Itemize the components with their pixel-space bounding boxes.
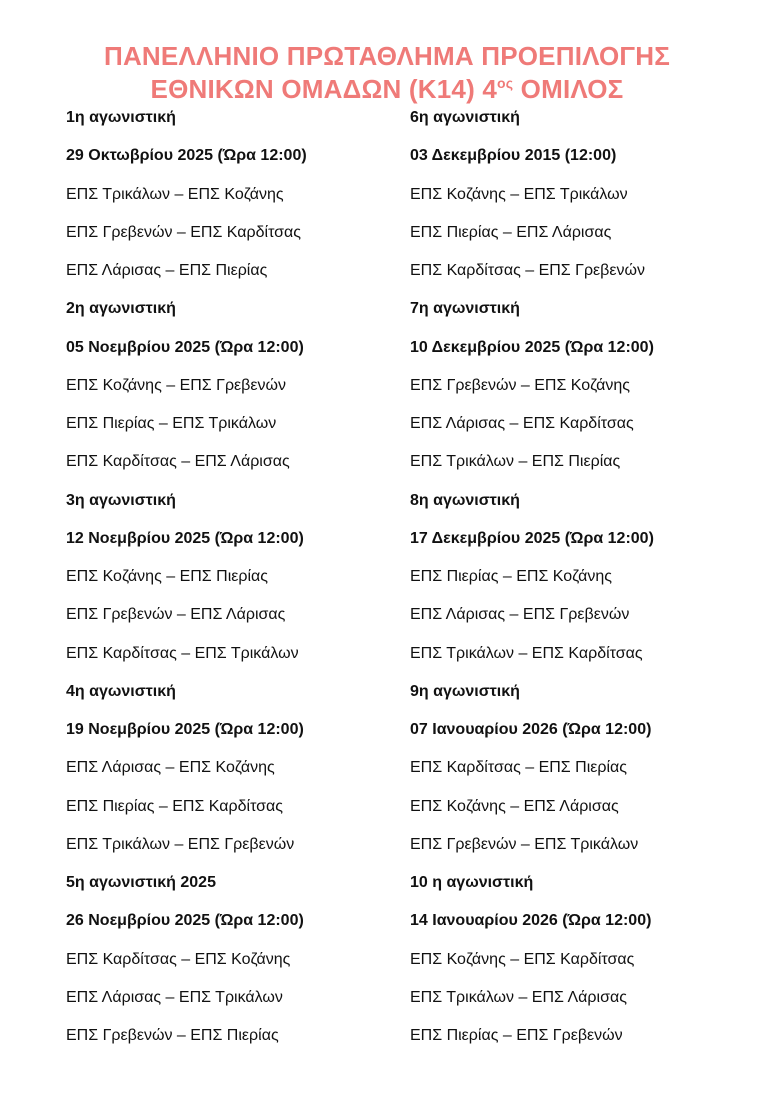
round-date: 12 Νοεμβρίου 2025 (Ώρα 12:00) (66, 529, 304, 547)
match-row: ΕΠΣ Τρικάλων – ΕΠΣ Κοζάνης (66, 185, 284, 203)
round-heading: 3η αγωνιστική (66, 491, 176, 509)
round-date: 03 Δεκεμβρίου 2015 (12:00) (410, 147, 617, 165)
match-row: ΕΠΣ Τρικάλων – ΕΠΣ Πιερίας (410, 453, 621, 471)
match-row: ΕΠΣ Πιερίας – ΕΠΣ Γρεβενών (410, 1027, 623, 1044)
round-date: 14 Ιανουαρίου 2026 (Ώρα 12:00) (410, 912, 652, 930)
match-row: ΕΠΣ Γρεβενών – ΕΠΣ Τρικάλων (410, 835, 639, 853)
round-block (66, 299, 307, 490)
match-row: ΕΠΣ Πιερίας – ΕΠΣ Κοζάνης (410, 568, 612, 585)
match-row: ΕΠΣ Κοζάνης – ΕΠΣ Λάρισας (410, 797, 619, 815)
match-row: ΕΠΣ Τρικάλων – ΕΠΣ Γρεβενών (66, 835, 295, 853)
match-row: ΕΠΣ Καρδίτσας – ΕΠΣ Λάρισας (66, 453, 290, 471)
match-row: ΕΠΣ Γρεβενών – ΕΠΣ Καρδίτσας (66, 223, 302, 241)
match-row: ΕΠΣ Κοζάνης – ΕΠΣ Τρικάλων (410, 185, 628, 203)
round-date: 29 Οκτωβρίου 2025 (Ώρα 12:00) (66, 147, 307, 165)
match-row: ΕΠΣ Κοζάνης – ΕΠΣ Γρεβενών (66, 376, 287, 394)
round-heading: 4η αγωνιστική (66, 682, 176, 700)
match-row: ΕΠΣ Γρεβενών – ΕΠΣ Πιερίας (66, 1027, 279, 1044)
round-block (66, 491, 307, 682)
round-block (410, 873, 654, 1064)
match-row: ΕΠΣ Καρδίτσας – ΕΠΣ Κοζάνης (66, 950, 291, 968)
round-date: 05 Νοεμβρίου 2025 (Ώρα 12:00) (66, 338, 304, 356)
match-row: ΕΠΣ Καρδίτσας – ΕΠΣ Γρεβενών (410, 262, 646, 279)
title-ordinal-suffix: ος (497, 75, 514, 91)
right-column (410, 108, 654, 1064)
round-heading: 1η αγωνιστική (66, 109, 176, 126)
match-row: ΕΠΣ Καρδίτσας – ΕΠΣ Τρικάλων (66, 644, 299, 662)
match-row: ΕΠΣ Γρεβενών – ΕΠΣ Λάρισας (66, 606, 286, 624)
match-row: ΕΠΣ Λάρισας – ΕΠΣ Τρικάλων (66, 988, 283, 1006)
match-row: ΕΠΣ Καρδίτσας – ΕΠΣ Πιερίας (410, 759, 627, 777)
match-row: ΕΠΣ Τρικάλων – ΕΠΣ Λάρισας (410, 988, 627, 1006)
round-heading: 2η αγωνιστική (66, 300, 176, 318)
round-block (410, 299, 654, 490)
match-row: ΕΠΣ Λάρισας – ΕΠΣ Καρδίτσας (410, 415, 634, 432)
round-block (410, 491, 654, 682)
round-heading: 10 η αγωνιστική (410, 874, 534, 891)
round-heading: 8η αγωνιστική (410, 491, 520, 509)
round-block (410, 682, 654, 873)
round-date: 26 Νοεμβρίου 2025 (Ώρα 12:00) (66, 912, 304, 930)
match-row: ΕΠΣ Πιερίας – ΕΠΣ Λάρισας (410, 223, 612, 241)
round-block (66, 873, 307, 1064)
round-date: 07 Ιανουαρίου 2026 (Ώρα 12:00) (410, 721, 652, 738)
round-heading: 7η αγωνιστική (410, 300, 520, 318)
round-heading: 6η αγωνιστική (410, 109, 520, 126)
title-line-2-prefix: ΕΘΝΙΚΩΝ ΟΜΑΔΩΝ (Κ14) 4 (150, 74, 498, 104)
round-block (66, 682, 307, 873)
match-row: ΕΠΣ Κοζάνης – ΕΠΣ Πιερίας (66, 568, 268, 585)
title-line-1: ΠΑΝΕΛΛΗΝΙΟ ΠΡΩΤΑΘΛΗΜΑ ΠΡΟΕΠΙΛΟΓΗΣ (103, 41, 671, 71)
round-date: 17 Δεκεμβρίου 2025 (Ώρα 12:00) (410, 529, 654, 547)
match-row: ΕΠΣ Λάρισας – ΕΠΣ Κοζάνης (66, 759, 275, 777)
match-row: ΕΠΣ Γρεβενών – ΕΠΣ Κοζάνης (410, 376, 631, 394)
round-date: 19 Νοεμβρίου 2025 (Ώρα 12:00) (66, 721, 304, 738)
title-line-2 (0, 73, 774, 106)
round-heading: 5η αγωνιστική 2025 (66, 874, 216, 891)
match-row: ΕΠΣ Τρικάλων – ΕΠΣ Καρδίτσας (410, 644, 643, 662)
match-row: ΕΠΣ Πιερίας – ΕΠΣ Τρικάλων (66, 415, 277, 432)
match-row: ΕΠΣ Κοζάνης – ΕΠΣ Καρδίτσας (410, 950, 635, 968)
match-row: ΕΠΣ Πιερίας – ΕΠΣ Καρδίτσας (66, 797, 283, 815)
left-column (66, 108, 307, 1064)
round-block (410, 108, 654, 299)
match-row: ΕΠΣ Λάρισας – ΕΠΣ Πιερίας (66, 262, 268, 279)
title-line-2-suffix: ΟΜΙΛΟΣ (513, 74, 624, 104)
round-block (66, 108, 307, 299)
page-title (0, 40, 774, 106)
round-heading: 9η αγωνιστική (410, 682, 520, 700)
round-date: 10 Δεκεμβρίου 2025 (Ώρα 12:00) (410, 338, 654, 356)
match-row: ΕΠΣ Λάρισας – ΕΠΣ Γρεβενών (410, 606, 630, 624)
